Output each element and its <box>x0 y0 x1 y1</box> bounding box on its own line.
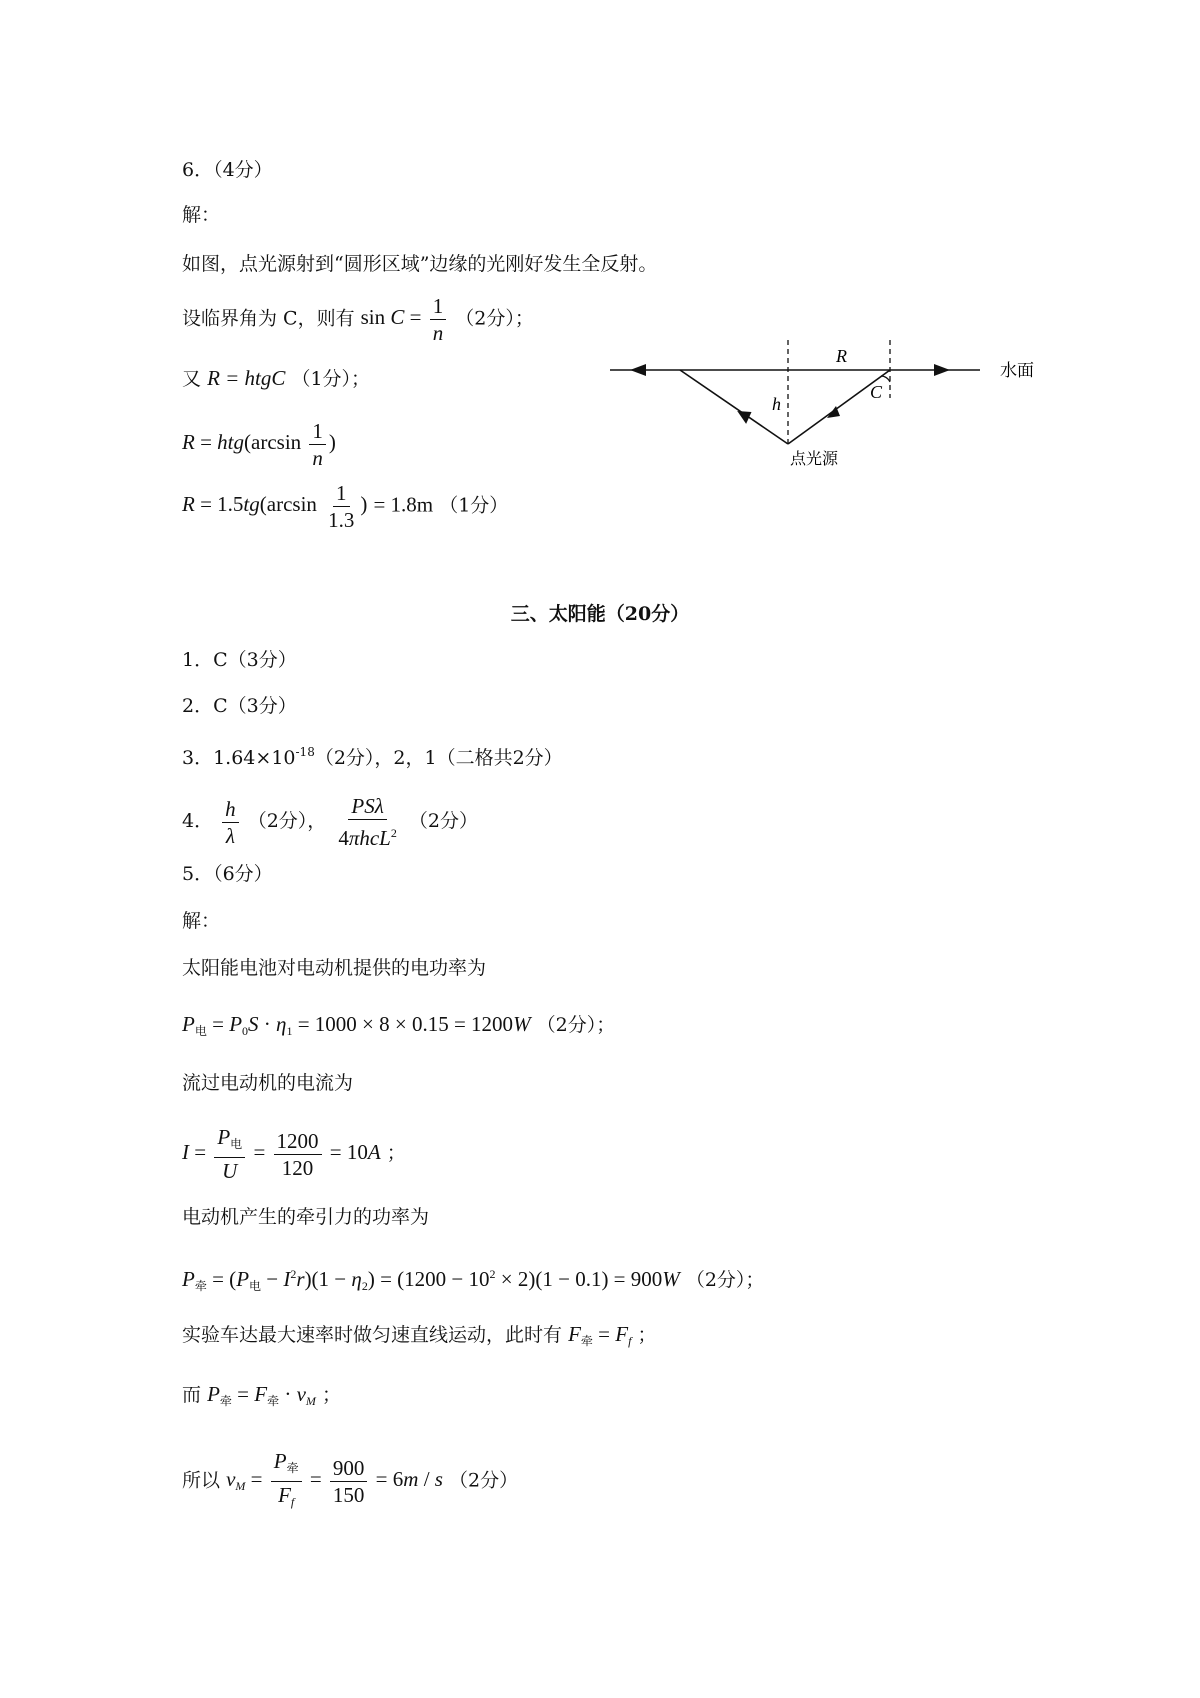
label-water-surface: 水面 <box>1000 361 1034 381</box>
formula-h-over-lambda: $\frac{h}{\lambda}$ <box>219 808 242 832</box>
formula-R-numeric: R = 1.5tg(arcsin $\frac{1}{1.3}$ ) <box>182 481 368 532</box>
text-so: 所以 <box>182 1469 221 1492</box>
q6-intro: 如图，点光源射到“圆形区域”边缘的光刚好发生全反射。 <box>182 253 658 275</box>
answer-4 <box>182 793 478 851</box>
q6-R-arcsin-line <box>182 418 336 471</box>
answer-4-score1: （2分）， <box>247 809 327 832</box>
answer-3-value: 3．1.64×10 <box>182 747 296 769</box>
left-arrowhead <box>630 364 646 376</box>
max-speed-line <box>182 1322 656 1353</box>
right-arrowhead <box>934 364 950 376</box>
text-max-speed: 实验车达最大速率时做匀速直线运动，此时有 <box>182 1324 563 1346</box>
angle-C-arc <box>881 376 890 382</box>
q6-R-line <box>182 366 370 391</box>
formula-F-equal: $F_牵 = F_f$ <box>568 1322 632 1348</box>
q6-result-line <box>182 480 508 533</box>
q6-critical-angle-line <box>182 293 534 346</box>
formula-photon-count: $\frac{\text{PSλ}}{4\pi hcL^2}$ <box>338 794 397 850</box>
answer-3-exponent: -18 <box>295 745 315 759</box>
final-speed-line <box>182 1448 518 1515</box>
text-current: 流过电动机的电流为 <box>182 1072 354 1094</box>
q6-critical-angle-text: 设临界角为 C，则有 <box>182 307 355 330</box>
formula-vM: $v_M$ = $\frac{P_牵}{F_f}$ = $\frac{900}{150}$ = 6m / s <box>226 1449 443 1509</box>
answer-2: 2．C（3分） <box>182 695 297 717</box>
label-point-source: 点光源 <box>790 449 839 468</box>
section3-heading: 三、太阳能（20分） <box>510 603 690 625</box>
q6-result: = 1.8m <box>373 492 434 517</box>
text-electric-power: 太阳能电池对电动机提供的电功率为 <box>182 957 487 979</box>
ray-left-arrow <box>737 409 753 425</box>
formula-sinC: sin C = $\frac{1}{n}$ <box>361 305 450 329</box>
formula-R-htgC: R = htgC <box>207 366 286 390</box>
answer-1: 1．C（3分） <box>182 649 297 671</box>
formula-P-qian: $P_牵 = (P_电 - I^2r)(1 - \eta_2) = (1200 - 10^2 \times 2)(1 - 0.1) = 900W$ <box>182 1267 680 1293</box>
answer-5-title: 5．（6分） <box>182 863 273 885</box>
refraction-diagram <box>600 330 1040 480</box>
semicolon: ； <box>637 1324 657 1346</box>
answer-5-solution-label: 解： <box>182 910 221 932</box>
power-velocity-line <box>182 1382 341 1413</box>
q6-solution-label: 解： <box>182 204 221 226</box>
answer-4-score2: （2分） <box>408 809 478 832</box>
q6-again-text: 又 <box>182 368 202 390</box>
answer-4-number: 4． <box>182 809 214 832</box>
answer-3-score: （2分），2，1（二格共2分） <box>314 747 563 769</box>
q6-score-1b: （1分） <box>439 494 509 517</box>
formula-current: I = $\frac{P_电}{U}$ = $\frac{1200}{120}$ = 10A <box>182 1125 381 1183</box>
score-power: （2分）； <box>536 1014 616 1036</box>
formula-R-arcsin: R = htg(arcsin $\frac{1}{n}$ ) <box>182 419 336 470</box>
semicolon: ； <box>386 1141 406 1164</box>
semicolon: ； <box>321 1384 341 1406</box>
text-and: 而 <box>182 1384 202 1406</box>
label-R: R <box>836 346 847 366</box>
score-traction: （2分）； <box>685 1269 765 1291</box>
q6-score-1: （1分）； <box>291 368 371 390</box>
formula-P-dian: $P_电 = P_0S \cdot \eta_1 = 1000 \times 8 \times 0.15 = 1200W$ <box>182 1012 531 1038</box>
formula-P-Fv: $P_牵 = F_牵 \cdot v_M$ <box>207 1382 316 1408</box>
q6-title: 6．（4分） <box>182 159 273 181</box>
current-line <box>182 1124 406 1184</box>
answer-3 <box>182 740 563 770</box>
score-final: （2分） <box>449 1469 519 1492</box>
label-C: C <box>870 382 883 402</box>
traction-power-line <box>182 1262 764 1298</box>
text-traction-power: 电动机产生的牵引力的功率为 <box>182 1206 430 1228</box>
power-line <box>182 1012 615 1043</box>
q6-score-2: （2分）； <box>455 307 534 330</box>
label-h: h <box>772 394 781 414</box>
